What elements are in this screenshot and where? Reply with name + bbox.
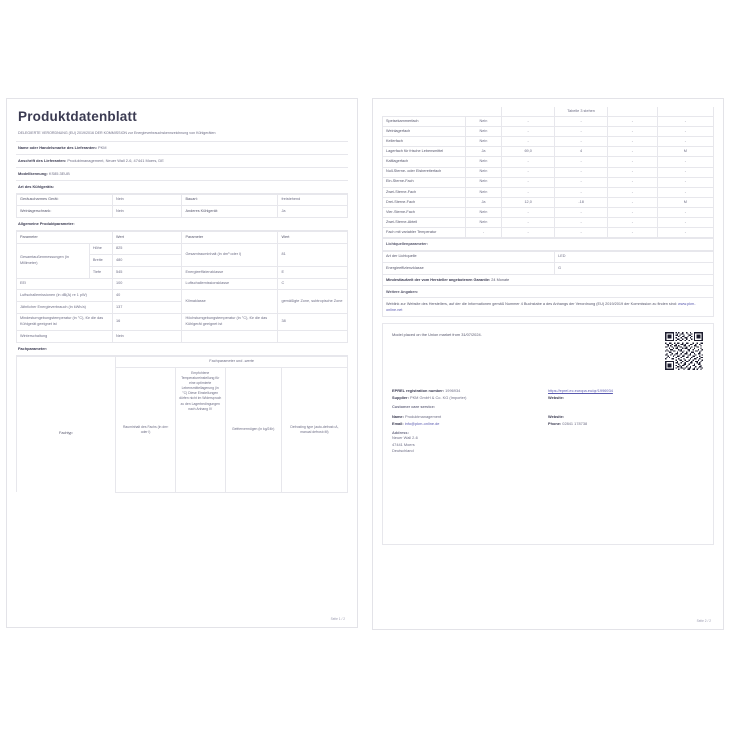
row-freeze: -	[608, 137, 658, 147]
eprel-website-label-1: Website:	[548, 395, 565, 401]
row-volume: -	[502, 177, 555, 187]
row-type: Kellerfach	[383, 137, 466, 147]
noise-emission-value: 40	[112, 290, 182, 302]
row-volume: -	[502, 117, 555, 127]
row-temp: -	[555, 207, 608, 217]
row-defrost: -	[657, 167, 713, 177]
col-temperature: Empfohlene Temperatureinstellung für eine optimierte Lebensmittellagerung (in °C) Diese Einstellungen dürfen nicht im Widerspruch zu den Lagerbedingungen nach Anhang IV	[175, 368, 225, 492]
noise-class-label: Luftschallemissionsklasse	[182, 278, 278, 290]
row-type: Zwei-Sterne-Fach	[383, 187, 466, 197]
supplier-address-label: Anschrift des Lieferanten:	[18, 158, 67, 164]
table-row	[17, 290, 348, 302]
row-temp: -	[555, 177, 608, 187]
row-freeze: -	[608, 207, 658, 217]
row-defrost: -	[657, 157, 713, 167]
row-type: Vier-Sterne-Fach	[383, 207, 466, 217]
hdr-table3: Tabelle 3 stehen	[555, 107, 608, 117]
empty-cell-2	[278, 330, 348, 342]
care-phone-value: 02841 178738	[562, 421, 588, 427]
hdr-blank-2	[465, 107, 501, 117]
winter-setting-value: Nein	[112, 330, 182, 342]
table-row	[383, 127, 714, 137]
table-row	[383, 187, 714, 197]
general-parameters-heading: Allgemeine Produktparameter:	[16, 218, 348, 231]
row-present: Nein	[465, 177, 501, 187]
row-present: Ja	[465, 147, 501, 157]
row-present: Nein	[465, 157, 501, 167]
row-volume: 69,0	[502, 147, 555, 157]
document-page-2	[372, 98, 724, 630]
appliance-type-heading: Art des Kühlgeräts:	[16, 181, 348, 194]
col-parameter-2: Parameter	[182, 231, 278, 243]
care-email-row	[392, 421, 548, 426]
market-placement-text: Model placed on the Union market from 31/07/2024.	[392, 332, 482, 338]
group-header-fachparameter: Fachparameter und -werte	[116, 356, 348, 368]
row-type: Kaltlagerfach	[383, 157, 466, 167]
hdr-blank-3	[502, 107, 555, 117]
col-fachtyp: Fachtyp	[59, 430, 73, 435]
dimension-width-label: Breite	[89, 255, 112, 267]
row-type: Lagerfach für frische Lebensmittel	[383, 147, 466, 157]
row-freeze: -	[608, 218, 658, 228]
row-present: Nein	[465, 218, 501, 228]
row-temp: -	[555, 127, 608, 137]
noise-class-value: C	[278, 278, 348, 290]
dimension-width-value: 480	[112, 255, 182, 267]
supplier-name-label: Name oder Handelsmarke des Lieferanten:	[18, 145, 97, 151]
table-row	[17, 313, 348, 330]
row-freeze: -	[608, 127, 658, 137]
care-address-line-2: 47441 Moers	[392, 441, 415, 447]
row-temp: -	[555, 117, 608, 127]
row-temp: -	[555, 157, 608, 167]
eei-label: EEI	[17, 278, 113, 290]
model-row	[16, 168, 348, 181]
eprel-registration-label: EPREL registration number:	[392, 387, 445, 393]
table-row	[383, 147, 714, 157]
care-website-row	[548, 414, 704, 419]
appliance-type-table	[16, 194, 348, 218]
row-volume: -	[502, 157, 555, 167]
eprel-website-row-1	[548, 395, 704, 400]
row-type: Weinlagerfach	[383, 127, 466, 137]
wine-storage-value: Nein	[112, 206, 182, 218]
col-freezing-capacity: Gefriervermögen (in kg/24h)	[225, 368, 281, 492]
row-volume: -	[502, 187, 555, 197]
warranty-value: 24 Monate	[491, 278, 510, 283]
care-name-value: Produktmanagement	[405, 413, 442, 419]
annual-energy-label: Jährlicher Energieverbrauch (in kWh/a)	[17, 302, 113, 314]
row-volume: -	[502, 167, 555, 177]
min-ambient-temp-value: 16	[112, 313, 182, 330]
care-name-label: Name:	[392, 413, 404, 419]
row-freeze: -	[608, 187, 658, 197]
row-temp: -	[555, 137, 608, 147]
light-energy-class-label: Energieeffizienzklasse	[383, 263, 555, 275]
care-address-label: Address:	[392, 430, 409, 436]
compartment-header-table	[16, 356, 348, 493]
table-row	[383, 137, 714, 147]
supplier-address-row	[16, 155, 348, 168]
row-type: Drei-Sterne-Fach	[383, 197, 466, 207]
dimension-height-label: Höhe	[89, 243, 112, 255]
max-ambient-temp-value: 38	[278, 313, 348, 330]
winter-setting-label: Winterschaltung	[17, 330, 113, 342]
page-2-footer: Seite 2 / 2	[696, 619, 711, 623]
eprel-registration-row	[392, 388, 548, 393]
table-row	[17, 243, 348, 255]
row-defrost: M	[657, 147, 713, 157]
row-type: Null-Sterne- oder Eisbereiterfach	[383, 167, 466, 177]
eprel-card	[382, 323, 714, 545]
row-volume: -	[502, 228, 555, 238]
row-present: Nein	[465, 167, 501, 177]
row-type: Speisekammerfach	[383, 117, 466, 127]
row-temp: -	[555, 187, 608, 197]
row-volume: 12,0	[502, 197, 555, 207]
care-address-line-1: Neuer Wall 2-6	[392, 435, 418, 441]
climate-class-value: gemäßigte Zone, subtropische Zone	[278, 290, 348, 313]
manufacturer-weblink[interactable]: www.pkm-online.net	[386, 301, 696, 312]
hdr-blank-5	[657, 107, 713, 117]
table-row	[383, 207, 714, 217]
hdr-blank-1	[383, 107, 466, 117]
care-phone-label: Phone:	[548, 421, 562, 427]
compartment-values-table	[382, 107, 714, 238]
model-label: Modellkennung:	[18, 171, 48, 177]
total-volume-value: 81	[278, 243, 348, 266]
climate-class-label: Klimaklasse	[182, 290, 278, 313]
care-address-line-3: Deutschland	[392, 448, 414, 454]
row-defrost: M	[657, 197, 713, 207]
row-present: Nein	[465, 127, 501, 137]
row-temp: -	[555, 218, 608, 228]
row-defrost: -	[657, 187, 713, 197]
eprel-supplier-row	[392, 395, 548, 400]
further-info-text: Weblink zur Website des Herstellers, auf der die Informationen gemäß Nummer 4 Buchstabe a des Anhangs der Verordnung (EU) 2019/2019 der Kommission zu finden sind:	[386, 301, 677, 306]
table-row	[383, 263, 714, 275]
eei-value: 100	[112, 278, 182, 290]
row-defrost: -	[657, 207, 713, 217]
low-noise-label: Geräuscharmes Gerät:	[17, 194, 113, 206]
eprel-url-link[interactable]: https://eprel.ec.europa.eu/qr/1996934	[548, 387, 613, 393]
annual-energy-value: 137	[112, 302, 182, 314]
energy-class-label: Energieeffizienzklasse	[182, 267, 278, 279]
table-header-row	[17, 231, 348, 243]
row-defrost: -	[657, 117, 713, 127]
table-row	[383, 197, 714, 207]
empty-cell-1	[182, 330, 278, 342]
light-type-label: Art der Lichtquelle	[383, 251, 555, 263]
further-info-body	[382, 298, 714, 318]
dimension-depth-label: Tiefe	[89, 267, 112, 279]
row-temp: -	[555, 228, 608, 238]
general-parameters-table	[16, 231, 348, 343]
dimension-height-value: 825	[112, 243, 182, 255]
table-row	[17, 278, 348, 290]
page-1-footer: Seite 1 / 2	[330, 617, 345, 621]
supplier-name-row	[16, 142, 348, 155]
eprel-supplier-value: PKM GmbH & Co. KG (Importer)	[409, 395, 467, 401]
row-freeze: -	[608, 228, 658, 238]
other-appliance-label: Anderes Kühlgerät:	[182, 206, 278, 218]
row-present: Nein	[465, 137, 501, 147]
light-source-table	[382, 251, 714, 275]
table-row	[17, 206, 348, 218]
row-present: Ja	[465, 197, 501, 207]
row-freeze: -	[608, 167, 658, 177]
col-value-2: Wert	[278, 231, 348, 243]
light-source-heading: Lichtquellenparameter:	[382, 238, 714, 250]
light-energy-class-value: G	[555, 263, 714, 275]
care-phone-row	[548, 421, 704, 426]
row-present: Nein	[465, 117, 501, 127]
table-row	[383, 177, 714, 187]
table-row	[383, 167, 714, 177]
dimension-depth-value: 545	[112, 267, 182, 279]
table-row	[17, 330, 348, 342]
noise-emission-label: Luftschallemissionen (in dB(A) re 1 pW)	[17, 290, 113, 302]
row-defrost: -	[657, 228, 713, 238]
table-row	[383, 251, 714, 263]
supplier-address-value: Produktmanagement, Neuer Wall 2-6, 47441 Moers, DE	[67, 158, 164, 164]
row-temp: 4	[555, 147, 608, 157]
row-type: Ein-Sterne-Fach	[383, 177, 466, 187]
total-volume-label: Gesamtrauminhalt (in dm³ oder l)	[182, 243, 278, 266]
col-parameter-1: Parameter	[17, 231, 113, 243]
customer-care-heading: Customer care service:	[392, 404, 436, 410]
light-type-value: LED	[555, 251, 714, 263]
row-present: -	[465, 228, 501, 238]
construction-value: freistehend	[278, 194, 348, 206]
row-temp: -	[555, 167, 608, 177]
row-present: Nein	[465, 207, 501, 217]
fachtyp-spacer	[17, 356, 116, 492]
table-row	[383, 228, 714, 238]
row-freeze: -	[608, 117, 658, 127]
compartment-parameters-heading: Fachparameter:	[16, 343, 348, 356]
row-freeze: -	[608, 197, 658, 207]
row-freeze: -	[608, 157, 658, 167]
qr-code-icon	[665, 332, 703, 370]
eprel-url-row	[548, 388, 704, 393]
eprel-website-label-2: Website:	[548, 413, 565, 419]
row-temp: -18	[555, 197, 608, 207]
further-info-heading: Weitere Angaben:	[382, 286, 714, 297]
row-type: Fach mit variabler Temperatur	[383, 228, 466, 238]
hdr-blank-4	[608, 107, 658, 117]
page-title: Produktdatenblatt	[18, 109, 137, 124]
col-volume: Rauminhalt des Fachs (in dm³ oder l)	[116, 368, 176, 492]
care-email-label: Email:	[392, 421, 404, 427]
low-noise-value: Nein	[112, 194, 182, 206]
row-type: Zwei-Sterne-Abteil	[383, 218, 466, 228]
row-freeze: -	[608, 147, 658, 157]
document-page-1	[6, 98, 358, 628]
row-freeze: -	[608, 177, 658, 187]
row-defrost: -	[657, 177, 713, 187]
other-appliance-value: Ja	[278, 206, 348, 218]
eprel-supplier-label: Supplier:	[392, 395, 409, 401]
care-name-row	[392, 414, 548, 419]
row-volume: -	[502, 207, 555, 217]
min-ambient-temp-label: Mindestumgebungstemperatur (in °C), für die das Kühlgerät geeignet ist	[17, 313, 113, 330]
table-row	[383, 117, 714, 127]
energy-class-value: E	[278, 267, 348, 279]
table-row	[17, 194, 348, 206]
warranty-label: Mindestlaufzeit der vom Hersteller angebotenen Garantie:	[386, 278, 491, 283]
dimensions-label: Gesamtaußenmessungen (in Millimeter)	[17, 243, 90, 278]
table-header-row	[383, 107, 714, 117]
row-volume: -	[502, 137, 555, 147]
wine-storage-label: Weinlagerschrank:	[17, 206, 113, 218]
model-value: KS85.3EUB	[48, 171, 70, 177]
col-value-1: Wert	[112, 231, 182, 243]
row-volume: -	[502, 127, 555, 137]
regulation-subtitle: DELEGIERTE VERORDNUNG (EU) 2019/2016 DER KOMMISSION zur Energieverbrauchskennzeichnung von Kühlgeräten	[16, 129, 348, 142]
row-defrost: -	[657, 218, 713, 228]
max-ambient-temp-label: Höchstumgebungstemperatur (in °C), für die das Kühlgerät geeignet ist	[182, 313, 278, 330]
col-defrost-type: Defrosting type (auto-defrost=A, manual defrost=M)	[281, 368, 347, 492]
supplier-name-value: PKM	[98, 145, 107, 151]
eprel-registration-value: 1996934	[445, 387, 461, 393]
row-defrost: -	[657, 127, 713, 137]
table-row	[383, 218, 714, 228]
warranty-row	[382, 275, 714, 286]
table-row	[17, 356, 348, 368]
row-volume: -	[502, 218, 555, 228]
construction-label: Bauart:	[182, 194, 278, 206]
care-email-value[interactable]: info@pkm-online.de	[404, 421, 440, 427]
table-row	[383, 157, 714, 167]
row-present: Nein	[465, 187, 501, 197]
row-defrost: -	[657, 137, 713, 147]
